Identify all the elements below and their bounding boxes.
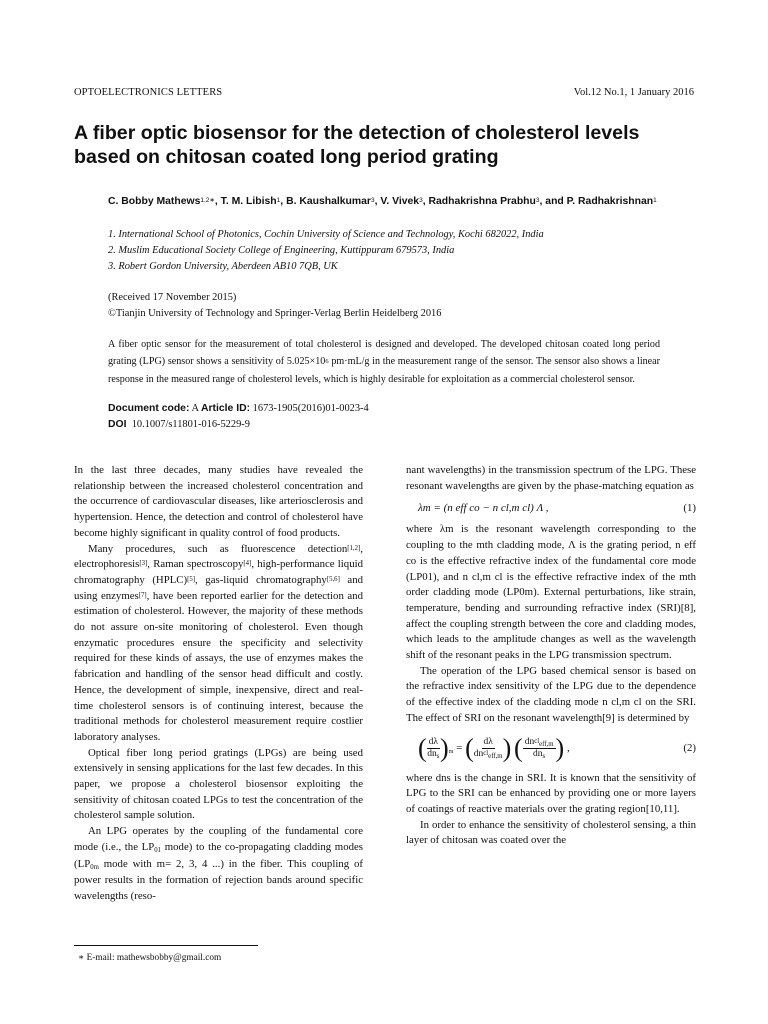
equation-number: (1) — [683, 501, 696, 514]
paragraph: Optical fiber long period gratings (LPGs) are being used extensively in sensing applications for the last few decades. In this paper, we propose a cholesterol biosensor exploiting the sensitivity of chitosan coated LPGs to test the concentration of the cholesterol sample solution. — [74, 746, 363, 822]
journal-name: OPTOELECTRONICS LETTERS — [74, 87, 223, 98]
author-list: C. Bobby Mathews$^{1,2∗}$, T. M. Libish$^1$, B. Kaushalkumar$^3$, V. Vivek$^3$, Radhakrishna Prabhu$^3$, and P. Radhakrishnan$^1$ — [108, 196, 657, 207]
paragraph: In order to enhance the sensitivity of cholesterol sensing, a thin layer of chitosan was coated over the — [406, 818, 696, 847]
paper-title: A fiber optic biosensor for the detection of cholesterol levels based on chitosan coated long period grating — [74, 122, 640, 168]
paragraph: where λm is the resonant wavelength corresponding to the coupling to the mth cladding mode, Λ is the grating period, n eff co is the effective refractive index of the fundamental core mode (LP01), and n cl,m cl is the effective refractive index of the mth order cladding mode (LP0m). External perturbations, like strain, temperature, bending and surrounding refractive index (SRI)[8], affect the coupling strength between the core and cladding modes, which leads to the amplitude changes as well as the wavelength shift of the resonant peaks in the LPG transmission spectrum. — [406, 523, 696, 662]
equation-2: ( $\frac{d\lambda}{dn_s}$ )$_m$ = ( $\frac{d\lambda}{dn^{cl}_{eff,m}}$ ) ( $\frac{dn^{cl}_{eff,m}}{dn_s}$ ) , (2) — [418, 733, 696, 763]
author: B. Kaushalkumar — [286, 196, 371, 207]
equation-1: λm = (n eff co − n cl,m cl) Λ , (1) — [406, 494, 696, 522]
paragraph: The operation of the LPG based chemical sensor is based on the refractive index sensitivity of the LPG due to the dependence of the effective index of the cladding mode n cl,m cl on the SRI. The effect of SRI on the resonant wavelength[9] is determined by — [406, 664, 696, 724]
equation-number: (2) — [683, 741, 696, 754]
volume-info: Vol.12 No.1, 1 January 2016 — [573, 87, 694, 98]
affiliation-1: 1. International School of Photonics, Cochin University of Science and Technology, Kochi 682022, India — [108, 229, 544, 240]
doi[interactable]: DOI 10.1007/s11801-016-5229-9 — [108, 419, 250, 430]
author: V. Vivek — [380, 196, 420, 207]
author: P. Radhakrishnan — [566, 196, 654, 207]
paragraph: where dns is the change in SRI. It is known that the sensitivity of LPG to the SRI can be enhanced by providing one or more layers of coatings of reactive materials over the grating region[10,11]. — [406, 771, 696, 815]
footnote-divider — [74, 945, 258, 946]
paragraph: nant wavelengths) in the transmission spectrum of the LPG. These resonant wavelengths are given by the phase-matching equation as — [406, 464, 696, 492]
author: T. M. Libish — [220, 196, 277, 207]
footnote-email: ∗ E-mail: mathewsbobby@gmail.com — [78, 953, 222, 963]
author: C. Bobby Mathews — [108, 196, 201, 207]
copyright: ©Tianjin University of Technology and Springer-Verlag Berlin Heidelberg 2016 — [108, 308, 442, 319]
author: Radhakrishna Prabhu — [428, 196, 536, 207]
abstract: A fiber optic sensor for the measurement of total cholesterol is designed and developed. The developed chitosan coated long period grating (LPG) sensor shows a sensitivity of $5.025\times 10^6$ pm·mL/g in the measurement range of the sensor. The sensor also shows a linear response in the measured range of cholesterol levels, which is highly desirable for exploitation as a commercial cholesterol sensor. — [108, 339, 660, 385]
paragraph: An LPG operates by the coupling of the fundamental core mode (i.e., the $LP_{01}$ mode) to the co-propagating cladding modes ($LP_{0m}$ mode with m= 2, 3, 4 ...) in the fiber. This coupling of power results in the formation of rejection bands around specific wavelengths (reso- — [74, 825, 363, 902]
received-info: (Received 17 November 2015) ©Tianjin University of Technology and Springer-Verlag Berlin Heidelberg 2016 — [108, 290, 441, 322]
paragraph: Many procedures, such as fluorescence detection[1,2], electrophoresis[3], Raman spectroscopy[4], high-performance liquid chromatography (HPLC)[5], gas-liquid chromatography[5,6] and using enzymes[7], have been reported earlier for the detection and estimation of cholesterol. However, the majority of these methods do not assure on-site monitoring of cholesterol. Even though enzymatic procedures ensure the specificity and selectivity required for these kinds of assays, the use of enzymes makes the fabrication and handling of the sensor head difficult and costly. Hence, the development of simple, inexpensive, direct and real-time cholesterol sensors is of continuing interest, because the traditional methods for cholesterol measurement require costlier laboratory analyses. — [74, 542, 363, 743]
document-code: Document code: A Article ID: 1673-1905(2016)01-0023-4 — [108, 403, 369, 414]
left-column — [74, 463, 363, 905]
right-column — [406, 463, 696, 849]
paragraph: In the last three decades, many studies have revealed the relationship between the increased cholesterol concentration and the occurrence of cardiovascular diseases, like arteriosclerosis and hypertension. Hence, the detection and control of cholesterol have become highly significant in quality control of food products. — [74, 464, 363, 539]
affiliation-2: 2. Muslim Educational Society College of Engineering, Kuttippuram 679573, India — [108, 245, 455, 256]
affiliation-3: 3. Robert Gordon University, Aberdeen AB10 7QB, UK — [108, 261, 338, 272]
